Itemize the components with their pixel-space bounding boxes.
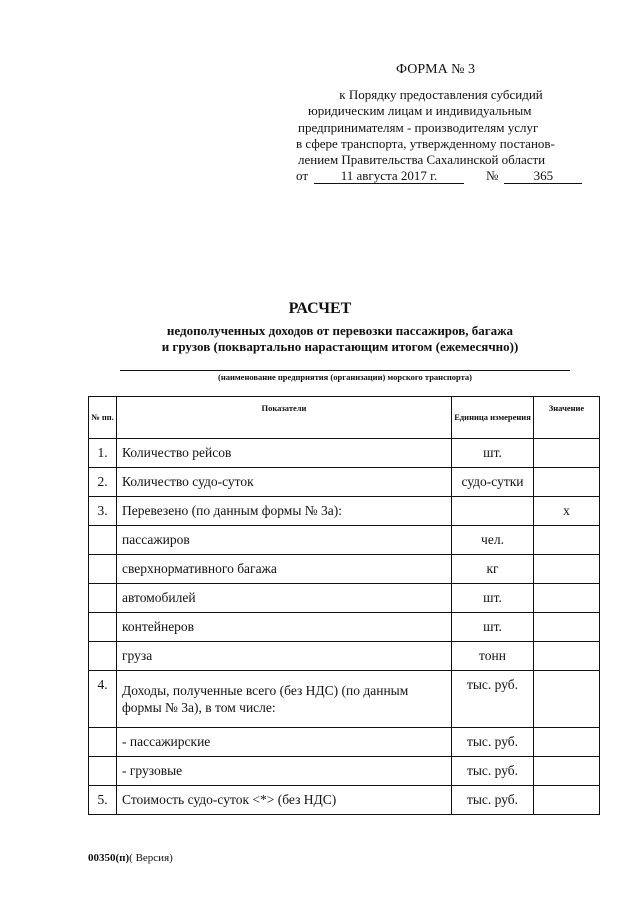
header-line: к Порядку предоставления субсидий xyxy=(339,87,543,102)
row-unit: судо-сутки xyxy=(452,468,534,497)
row-value xyxy=(534,526,600,555)
table-header-row xyxy=(89,397,600,439)
table-row xyxy=(89,728,600,757)
table-row xyxy=(89,439,600,468)
table-row xyxy=(89,642,600,671)
approval-reference xyxy=(296,87,596,185)
calculation-table xyxy=(88,396,600,815)
row-number xyxy=(89,526,117,555)
row-number xyxy=(89,584,117,613)
row-indicator: груза xyxy=(117,642,452,671)
row-number xyxy=(89,613,117,642)
footer-code xyxy=(88,852,173,864)
row-number: 4. xyxy=(89,671,117,728)
row-number xyxy=(89,728,117,757)
row-unit: тыс. руб. xyxy=(452,786,534,815)
subtitle-line: недополученных доходов от перевозки пассажиров, багажа xyxy=(166,323,514,338)
row-unit: чел. xyxy=(452,526,534,555)
row-number: 2. xyxy=(89,468,117,497)
table-row xyxy=(89,613,600,642)
row-unit: шт. xyxy=(452,613,534,642)
row-value xyxy=(534,468,600,497)
row-value: x xyxy=(534,497,600,526)
row-unit: тыс. руб. xyxy=(452,757,534,786)
row-indicator: сверхнормативного багажа xyxy=(117,555,452,584)
document-version: ( Версия) xyxy=(129,852,173,864)
table-row xyxy=(89,584,600,613)
table-row xyxy=(89,468,600,497)
row-value xyxy=(534,642,600,671)
decree-number: 365 xyxy=(504,169,582,184)
row-value xyxy=(534,728,600,757)
decree-date: 11 августа 2017 г. xyxy=(314,169,464,184)
table-row xyxy=(89,555,600,584)
document-subtitle xyxy=(100,323,580,355)
row-indicator: Перевезено (по данным формы № 3а): xyxy=(117,497,452,526)
row-indicator: Стоимость судо-суток <*> (без НДС) xyxy=(117,786,452,815)
row-value xyxy=(534,555,600,584)
header-line: юридическим лицам и индивидуальным xyxy=(308,103,532,119)
header-value: Значение xyxy=(534,397,600,439)
row-unit: кг xyxy=(452,555,534,584)
document-title: РАСЧЕТ xyxy=(288,300,352,317)
row-value xyxy=(534,584,600,613)
row-indicator: - грузовые xyxy=(117,757,452,786)
number-prefix: № xyxy=(486,168,499,184)
document-code: 00350(п) xyxy=(88,852,130,864)
row-number: 5. xyxy=(89,786,117,815)
row-unit: шт. xyxy=(452,584,534,613)
row-number: 3. xyxy=(89,497,117,526)
header-line: в сфере транспорта, утвержденному постанов- xyxy=(296,135,555,151)
decree-date-row xyxy=(296,168,596,184)
table-row xyxy=(89,526,600,555)
row-value xyxy=(534,671,600,728)
row-unit xyxy=(452,497,534,526)
row-indicator: - пассажирские xyxy=(117,728,452,757)
header-line: предпринимателям - производителям услуг xyxy=(298,119,539,135)
table-row xyxy=(89,497,600,526)
row-unit: тыс. руб. xyxy=(452,671,534,728)
header-num: № пп. xyxy=(89,397,117,439)
row-value xyxy=(534,757,600,786)
row-number xyxy=(89,642,117,671)
row-value xyxy=(534,786,600,815)
date-prefix: от xyxy=(296,168,309,184)
row-indicator: Доходы, полученные всего (без НДС) (по данным формы № 3а), в том числе: xyxy=(117,671,452,728)
row-indicator: автомобилей xyxy=(117,584,452,613)
row-indicator: Количество судо-суток xyxy=(117,468,452,497)
organization-name-caption: (наименование предприятия (организации) морского транспорта) xyxy=(218,372,472,382)
row-unit: шт. xyxy=(452,439,534,468)
table-row xyxy=(89,786,600,815)
table-row xyxy=(89,757,600,786)
table-row xyxy=(89,671,600,728)
row-indicator: контейнеров xyxy=(117,613,452,642)
subtitle-line: и грузов (поквартально нарастающим итогом (ежемесячно)) xyxy=(161,339,519,354)
row-indicator: пассажиров xyxy=(117,526,452,555)
row-number xyxy=(89,757,117,786)
row-number: 1. xyxy=(89,439,117,468)
row-unit: тонн xyxy=(452,642,534,671)
row-unit: тыс. руб. xyxy=(452,728,534,757)
header-unit: Единица измерения xyxy=(452,397,534,439)
row-value xyxy=(534,613,600,642)
row-indicator: Количество рейсов xyxy=(117,439,452,468)
row-value xyxy=(534,439,600,468)
header-indicator: Показатели xyxy=(117,397,452,439)
organization-name-line xyxy=(120,370,570,371)
form-number: ФОРМА № 3 xyxy=(396,62,476,77)
header-line: лением Правительства Сахалинской области xyxy=(298,152,546,168)
row-number xyxy=(89,555,117,584)
